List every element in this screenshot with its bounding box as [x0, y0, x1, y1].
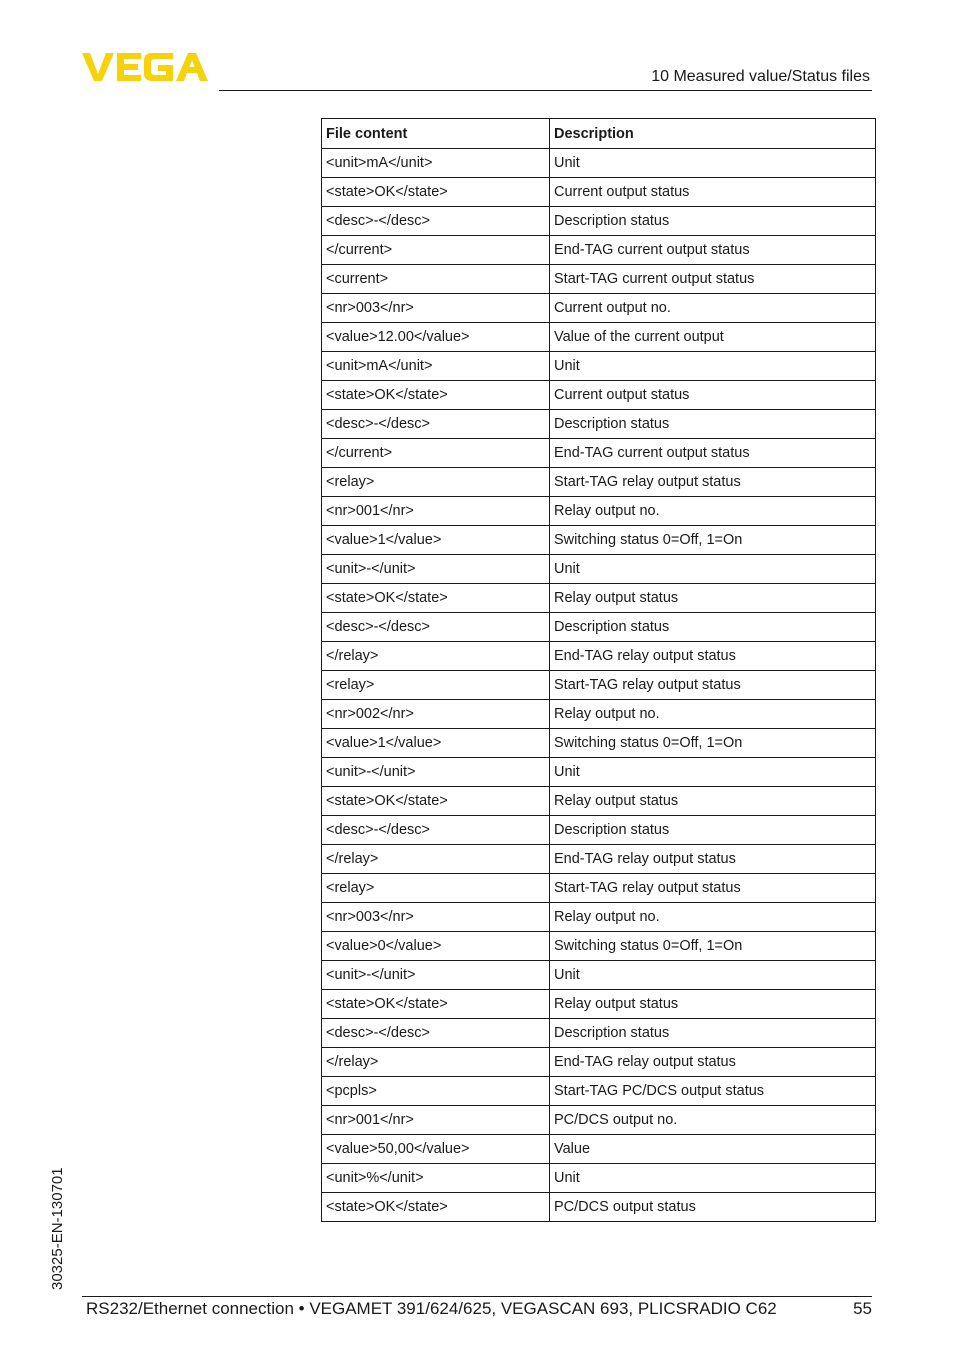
file-content-cell: <nr>002</nr>: [322, 700, 550, 729]
table-row: [322, 178, 876, 207]
description-cell: Relay output status: [550, 584, 876, 613]
document-id: 30325-EN-130701: [49, 1167, 66, 1290]
description-cell: Unit: [550, 961, 876, 990]
file-content-cell: <desc>-</desc>: [322, 410, 550, 439]
description-cell: Description status: [550, 207, 876, 236]
table-row: [322, 671, 876, 700]
table-row: [322, 903, 876, 932]
file-content-cell: <relay>: [322, 468, 550, 497]
description-cell: Description status: [550, 1019, 876, 1048]
description-cell: Relay output no.: [550, 700, 876, 729]
description-cell: Switching status 0=Off, 1=On: [550, 932, 876, 961]
table-row: [322, 439, 876, 468]
description-cell: Unit: [550, 1164, 876, 1193]
description-cell: PC/DCS output no.: [550, 1106, 876, 1135]
file-content-cell: <state>OK</state>: [322, 1193, 550, 1222]
file-content-cell: <value>1</value>: [322, 526, 550, 555]
file-content-cell: <value>50,00</value>: [322, 1135, 550, 1164]
column-header-file-content: File content: [322, 119, 550, 149]
table-row: [322, 787, 876, 816]
description-cell: Relay output no.: [550, 903, 876, 932]
table-row: [322, 526, 876, 555]
table-row: [322, 816, 876, 845]
file-content-cell: <state>OK</state>: [322, 381, 550, 410]
file-content-cell: </relay>: [322, 845, 550, 874]
file-content-cell: </current>: [322, 439, 550, 468]
description-cell: Description status: [550, 613, 876, 642]
description-cell: Start-TAG relay output status: [550, 468, 876, 497]
table-row: [322, 642, 876, 671]
description-cell: Description status: [550, 816, 876, 845]
table-row: [322, 294, 876, 323]
table-row: [322, 555, 876, 584]
table-row: [322, 700, 876, 729]
table-row: [322, 1106, 876, 1135]
table-row: [322, 410, 876, 439]
file-content-cell: <desc>-</desc>: [322, 1019, 550, 1048]
file-content-cell: <desc>-</desc>: [322, 816, 550, 845]
description-cell: Start-TAG current output status: [550, 265, 876, 294]
column-header-description: Description: [550, 119, 876, 149]
description-cell: End-TAG relay output status: [550, 642, 876, 671]
description-cell: End-TAG relay output status: [550, 845, 876, 874]
file-content-cell: <pcpls>: [322, 1077, 550, 1106]
table-row: [322, 149, 876, 178]
file-content-cell: <relay>: [322, 671, 550, 700]
file-content-cell: <unit>-</unit>: [322, 961, 550, 990]
table-row: [322, 1164, 876, 1193]
table-row: [322, 758, 876, 787]
file-content-cell: <current>: [322, 265, 550, 294]
header-divider: [219, 90, 872, 91]
description-cell: Current output status: [550, 178, 876, 207]
file-content-cell: <relay>: [322, 874, 550, 903]
file-content-cell: </relay>: [322, 642, 550, 671]
file-content-cell: <state>OK</state>: [322, 990, 550, 1019]
table-row: [322, 874, 876, 903]
table-body: [322, 149, 876, 1222]
table-row: [322, 1135, 876, 1164]
vega-logo: [82, 50, 212, 84]
description-cell: Switching status 0=Off, 1=On: [550, 729, 876, 758]
file-content-cell: <unit>mA</unit>: [322, 149, 550, 178]
description-cell: Value of the current output: [550, 323, 876, 352]
table-row: [322, 613, 876, 642]
file-content-cell: <state>OK</state>: [322, 787, 550, 816]
file-content-cell: <state>OK</state>: [322, 178, 550, 207]
table-row: [322, 468, 876, 497]
file-content-cell: <value>12.00</value>: [322, 323, 550, 352]
table-row: [322, 584, 876, 613]
description-cell: Relay output no.: [550, 497, 876, 526]
file-content-cell: <unit>-</unit>: [322, 758, 550, 787]
table-row: [322, 1048, 876, 1077]
file-content-cell: </current>: [322, 236, 550, 265]
table-row: [322, 381, 876, 410]
description-cell: Description status: [550, 410, 876, 439]
table-row: [322, 932, 876, 961]
table-row: [322, 352, 876, 381]
page-number: 55: [853, 1299, 872, 1318]
table-row: [322, 961, 876, 990]
footer-text: RS232/Ethernet connection • VEGAMET 391/624/625, VEGASCAN 693, PLICSRADIO C62: [86, 1299, 777, 1318]
file-content-table: [321, 118, 876, 1222]
file-content-cell: <nr>001</nr>: [322, 497, 550, 526]
file-content-cell: <nr>003</nr>: [322, 903, 550, 932]
description-cell: Switching status 0=Off, 1=On: [550, 526, 876, 555]
table-row: [322, 1193, 876, 1222]
file-content-cell: <nr>003</nr>: [322, 294, 550, 323]
file-content-cell: <value>1</value>: [322, 729, 550, 758]
file-content-cell: <unit>mA</unit>: [322, 352, 550, 381]
description-cell: Current output no.: [550, 294, 876, 323]
table-row: [322, 236, 876, 265]
file-content-cell: <desc>-</desc>: [322, 207, 550, 236]
description-cell: Start-TAG relay output status: [550, 671, 876, 700]
table-row: [322, 990, 876, 1019]
description-cell: PC/DCS output status: [550, 1193, 876, 1222]
description-cell: Unit: [550, 352, 876, 381]
table-header-row: [322, 119, 876, 149]
description-cell: Relay output status: [550, 990, 876, 1019]
table-row: [322, 845, 876, 874]
file-content-cell: </relay>: [322, 1048, 550, 1077]
description-cell: End-TAG current output status: [550, 236, 876, 265]
description-cell: Current output status: [550, 381, 876, 410]
description-cell: End-TAG current output status: [550, 439, 876, 468]
table-row: [322, 1019, 876, 1048]
table-row: [322, 323, 876, 352]
description-cell: Unit: [550, 555, 876, 584]
file-content-cell: <unit>%</unit>: [322, 1164, 550, 1193]
file-content-cell: <unit>-</unit>: [322, 555, 550, 584]
table-row: [322, 729, 876, 758]
description-cell: Relay output status: [550, 787, 876, 816]
description-cell: Unit: [550, 758, 876, 787]
table-row: [322, 1077, 876, 1106]
table-row: [322, 265, 876, 294]
file-content-cell: <value>0</value>: [322, 932, 550, 961]
description-cell: Unit: [550, 149, 876, 178]
table-row: [322, 207, 876, 236]
file-content-cell: <state>OK</state>: [322, 584, 550, 613]
description-cell: End-TAG relay output status: [550, 1048, 876, 1077]
footer-divider: [82, 1296, 872, 1297]
description-cell: Value: [550, 1135, 876, 1164]
file-content-cell: <desc>-</desc>: [322, 613, 550, 642]
table-row: [322, 497, 876, 526]
description-cell: Start-TAG PC/DCS output status: [550, 1077, 876, 1106]
file-content-cell: <nr>001</nr>: [322, 1106, 550, 1135]
section-title: 10 Measured value/Status files: [651, 68, 870, 85]
description-cell: Start-TAG relay output status: [550, 874, 876, 903]
